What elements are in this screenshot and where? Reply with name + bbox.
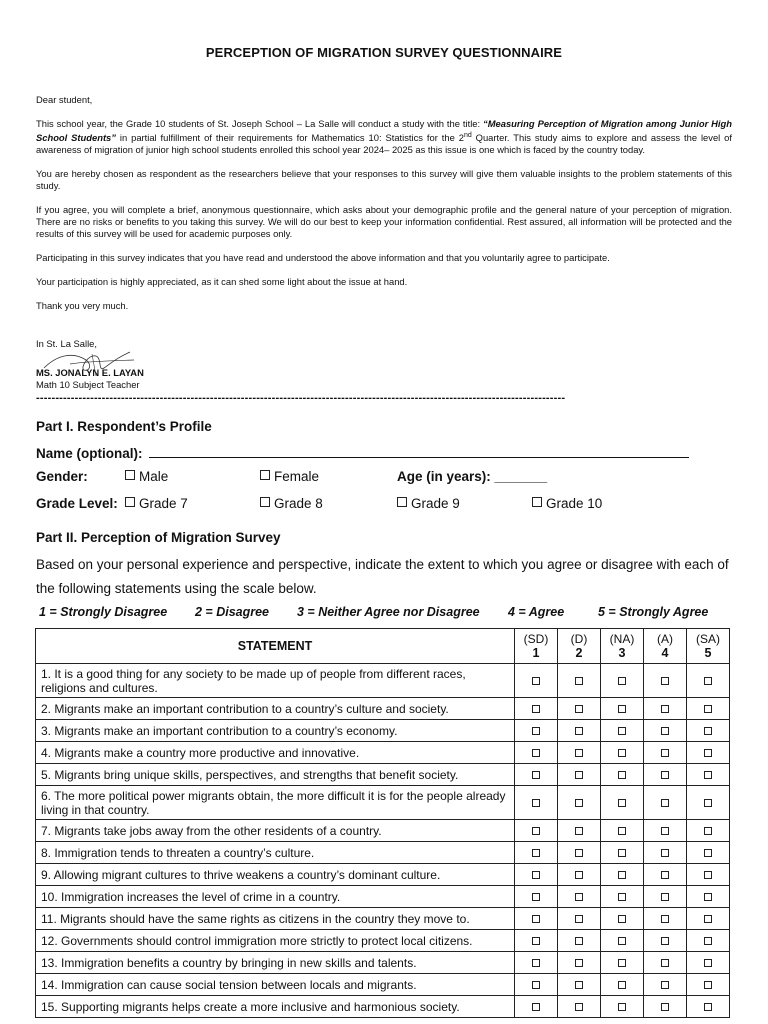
statement-text: 5. Migrants bring unique skills, perspectives, and strengths that benefit society. bbox=[36, 764, 515, 786]
section-divider: ----------------------------------------------------------------------------------------------------------------------------------------- bbox=[36, 392, 566, 404]
checkbox-icon[interactable] bbox=[532, 705, 540, 713]
grade-option-8[interactable]: Grade 8 bbox=[260, 496, 323, 511]
checkbox-icon[interactable] bbox=[704, 749, 712, 757]
checkbox-icon[interactable] bbox=[575, 749, 583, 757]
letter-paragraph-6: Thank you very much. bbox=[36, 300, 129, 312]
rating-cell-4[interactable] bbox=[644, 664, 687, 698]
rating-cell-1[interactable] bbox=[515, 742, 558, 764]
checkbox-icon[interactable] bbox=[575, 849, 583, 857]
rating-cell-4[interactable] bbox=[644, 908, 687, 930]
rating-cell-4[interactable] bbox=[644, 720, 687, 742]
checkbox-icon[interactable] bbox=[661, 827, 669, 835]
grade-option-9[interactable]: Grade 9 bbox=[397, 496, 460, 511]
checkbox-icon[interactable] bbox=[532, 959, 540, 967]
rating-cell-3[interactable] bbox=[601, 764, 644, 786]
letter-paragraph-5: Your participation is highly appreciated, as it can shed some light about the issue at hand. bbox=[36, 276, 408, 288]
checkbox-icon[interactable] bbox=[575, 727, 583, 735]
rating-cell-3[interactable] bbox=[601, 786, 644, 820]
checkbox-icon[interactable] bbox=[575, 799, 583, 807]
checkbox-icon[interactable] bbox=[618, 871, 626, 879]
name-field[interactable] bbox=[36, 443, 689, 461]
letter-closing: In St. La Salle, bbox=[36, 338, 97, 349]
checkbox-icon[interactable] bbox=[661, 771, 669, 779]
study-title: “Measuring Perception of Migration among Junior High School Students” bbox=[36, 118, 732, 144]
rating-cell-4[interactable] bbox=[644, 952, 687, 974]
rating-cell-5[interactable] bbox=[687, 908, 730, 930]
rating-cell-1[interactable] bbox=[515, 664, 558, 698]
rating-cell-2[interactable] bbox=[558, 720, 601, 742]
gender-row bbox=[36, 469, 736, 489]
statement-text: 4. Migrants make a country more productive and innovative. bbox=[36, 742, 515, 764]
statement-text: 2. Migrants make an important contribution to a country’s culture and society. bbox=[36, 698, 515, 720]
rating-cell-4[interactable] bbox=[644, 842, 687, 864]
rating-cell-4[interactable] bbox=[644, 930, 687, 952]
rating-cell-1[interactable] bbox=[515, 698, 558, 720]
checkbox-icon[interactable] bbox=[575, 893, 583, 901]
checkbox-icon[interactable] bbox=[397, 497, 407, 507]
column-header-d: (D) 2 bbox=[558, 629, 601, 664]
grade-option-7[interactable]: Grade 7 bbox=[125, 496, 188, 511]
letter-greeting: Dear student, bbox=[36, 94, 93, 105]
checkbox-icon[interactable] bbox=[575, 981, 583, 989]
statement-text: 6. The more political power migrants obtain, the more difficult it is for the people already living in that country. bbox=[36, 786, 515, 820]
checkbox-icon[interactable] bbox=[260, 497, 270, 507]
scale-2: 2 = Disagree bbox=[195, 605, 270, 619]
rating-cell-5[interactable] bbox=[687, 786, 730, 820]
checkbox-icon[interactable] bbox=[532, 849, 540, 857]
checkbox-icon[interactable] bbox=[532, 1003, 540, 1011]
rating-cell-1[interactable] bbox=[515, 786, 558, 820]
rating-cell-2[interactable] bbox=[558, 786, 601, 820]
checkbox-icon[interactable] bbox=[575, 915, 583, 923]
statement-text: 14. Immigration can cause social tension between locals and migrants. bbox=[36, 974, 515, 996]
checkbox-icon[interactable] bbox=[704, 677, 712, 685]
handwritten-signature bbox=[40, 346, 140, 380]
checkbox-icon[interactable] bbox=[532, 727, 540, 735]
checkbox-icon[interactable] bbox=[575, 771, 583, 779]
checkbox-icon[interactable] bbox=[618, 981, 626, 989]
rating-cell-5[interactable] bbox=[687, 952, 730, 974]
rating-cell-5[interactable] bbox=[687, 820, 730, 842]
checkbox-icon[interactable] bbox=[125, 497, 135, 507]
checkbox-icon[interactable] bbox=[532, 981, 540, 989]
statement-header: STATEMENT bbox=[36, 629, 515, 664]
statement-text: 11. Migrants should have the same rights as citizens in the country they move to. bbox=[36, 908, 515, 930]
rating-cell-5[interactable] bbox=[687, 930, 730, 952]
rating-cell-2[interactable] bbox=[558, 698, 601, 720]
table-row bbox=[36, 886, 730, 908]
checkbox-icon[interactable] bbox=[532, 497, 542, 507]
checkbox-icon[interactable] bbox=[532, 771, 540, 779]
checkbox-icon[interactable] bbox=[532, 937, 540, 945]
rating-cell-3[interactable] bbox=[601, 996, 644, 1018]
table-row bbox=[36, 698, 730, 720]
consent-letter bbox=[36, 94, 732, 324]
statement-text: 13. Immigration benefits a country by bringing in new skills and talents. bbox=[36, 952, 515, 974]
checkbox-icon[interactable] bbox=[704, 727, 712, 735]
rating-cell-5[interactable] bbox=[687, 698, 730, 720]
table-row bbox=[36, 930, 730, 952]
checkbox-icon[interactable] bbox=[704, 771, 712, 779]
checkbox-icon[interactable] bbox=[125, 470, 135, 480]
checkbox-icon[interactable] bbox=[618, 915, 626, 923]
statement-text: 8. Immigration tends to threaten a country’s culture. bbox=[36, 842, 515, 864]
rating-cell-3[interactable] bbox=[601, 720, 644, 742]
checkbox-icon[interactable] bbox=[532, 915, 540, 923]
table-row bbox=[36, 820, 730, 842]
rating-cell-2[interactable] bbox=[558, 930, 601, 952]
rating-cell-4[interactable] bbox=[644, 996, 687, 1018]
table-row bbox=[36, 764, 730, 786]
rating-cell-2[interactable] bbox=[558, 664, 601, 698]
checkbox-icon[interactable] bbox=[532, 871, 540, 879]
rating-cell-4[interactable] bbox=[644, 742, 687, 764]
checkbox-icon[interactable] bbox=[618, 677, 626, 685]
table-row bbox=[36, 864, 730, 886]
rating-cell-2[interactable] bbox=[558, 996, 601, 1018]
rating-cell-5[interactable] bbox=[687, 664, 730, 698]
checkbox-icon[interactable] bbox=[618, 893, 626, 901]
rating-cell-3[interactable] bbox=[601, 908, 644, 930]
checkbox-icon[interactable] bbox=[618, 937, 626, 945]
checkbox-icon[interactable] bbox=[575, 871, 583, 879]
table-row bbox=[36, 842, 730, 864]
rating-cell-5[interactable] bbox=[687, 764, 730, 786]
rating-cell-2[interactable] bbox=[558, 764, 601, 786]
rating-cell-5[interactable] bbox=[687, 886, 730, 908]
statement-text: 12. Governments should control immigration more strictly to protect local citizens. bbox=[36, 930, 515, 952]
checkbox-icon[interactable] bbox=[704, 871, 712, 879]
rating-cell-4[interactable] bbox=[644, 886, 687, 908]
checkbox-icon[interactable] bbox=[618, 799, 626, 807]
scale-1: 1 = Strongly Disagree bbox=[39, 605, 168, 619]
letter-paragraph-1: This school year, the Grade 10 students of St. Joseph School – La Salle will conduct a study with the title: “Measuring Perception of Migration among Junior High School Students” in partial fulfillment of their requirements for Mathematics 10: Statistics for the 2nd Quarter. This study aims to explore and assess the level of awareness of migration of junior high school students enrolled this school year 2024– 2025 as this issue is one which is faced by the country today. bbox=[36, 118, 732, 156]
checkbox-icon[interactable] bbox=[260, 470, 270, 480]
checkbox-icon[interactable] bbox=[661, 705, 669, 713]
checkbox-icon[interactable] bbox=[661, 893, 669, 901]
name-label: Name (optional): bbox=[36, 446, 143, 461]
checkbox-icon[interactable] bbox=[661, 915, 669, 923]
checkbox-icon[interactable] bbox=[532, 827, 540, 835]
rating-cell-4[interactable] bbox=[644, 698, 687, 720]
rating-cell-3[interactable] bbox=[601, 886, 644, 908]
grade-label: Grade Level: bbox=[36, 496, 118, 511]
rating-cell-1[interactable] bbox=[515, 974, 558, 996]
rating-cell-1[interactable] bbox=[515, 842, 558, 864]
rating-cell-1[interactable] bbox=[515, 930, 558, 952]
rating-cell-1[interactable] bbox=[515, 996, 558, 1018]
statement-text: 10. Immigration increases the level of crime in a country. bbox=[36, 886, 515, 908]
letter-paragraph-2: You are hereby chosen as respondent as the researchers believe that your responses to this survey will give them valuable insights to the problem statements of this study. bbox=[36, 168, 732, 192]
checkbox-icon[interactable] bbox=[618, 771, 626, 779]
checkbox-icon[interactable] bbox=[704, 799, 712, 807]
checkbox-icon[interactable] bbox=[704, 705, 712, 713]
rating-cell-3[interactable] bbox=[601, 820, 644, 842]
checkbox-icon[interactable] bbox=[661, 749, 669, 757]
rating-cell-1[interactable] bbox=[515, 908, 558, 930]
checkbox-icon[interactable] bbox=[575, 1003, 583, 1011]
table-row bbox=[36, 786, 730, 820]
checkbox-icon[interactable] bbox=[704, 893, 712, 901]
table-row bbox=[36, 664, 730, 698]
checkbox-icon[interactable] bbox=[618, 849, 626, 857]
checkbox-icon[interactable] bbox=[618, 827, 626, 835]
checkbox-icon[interactable] bbox=[661, 1003, 669, 1011]
part1-title: Part I. Respondent’s Profile bbox=[36, 419, 212, 434]
statement-text: 1. It is a good thing for any society to be made up of people from different races, religions and cultures. bbox=[36, 664, 515, 698]
checkbox-icon[interactable] bbox=[532, 677, 540, 685]
scale-5: 5 = Strongly Agree bbox=[598, 605, 709, 619]
gender-option-female[interactable]: Female bbox=[260, 469, 319, 484]
checkbox-icon[interactable] bbox=[618, 727, 626, 735]
checkbox-icon[interactable] bbox=[704, 959, 712, 967]
checkbox-icon[interactable] bbox=[575, 937, 583, 945]
rating-cell-5[interactable] bbox=[687, 720, 730, 742]
statement-text: 3. Migrants make an important contribution to a country’s economy. bbox=[36, 720, 515, 742]
rating-cell-3[interactable] bbox=[601, 698, 644, 720]
rating-cell-1[interactable] bbox=[515, 886, 558, 908]
checkbox-icon[interactable] bbox=[618, 705, 626, 713]
checkbox-icon[interactable] bbox=[618, 959, 626, 967]
rating-cell-4[interactable] bbox=[644, 820, 687, 842]
column-header-na: (NA) 3 bbox=[601, 629, 644, 664]
checkbox-icon[interactable] bbox=[661, 959, 669, 967]
checkbox-icon[interactable] bbox=[661, 937, 669, 945]
rating-cell-2[interactable] bbox=[558, 842, 601, 864]
rating-cell-5[interactable] bbox=[687, 742, 730, 764]
rating-cell-5[interactable] bbox=[687, 864, 730, 886]
column-header-sd: (SD) 1 bbox=[515, 629, 558, 664]
checkbox-icon[interactable] bbox=[575, 705, 583, 713]
checkbox-icon[interactable] bbox=[532, 893, 540, 901]
checkbox-icon[interactable] bbox=[575, 959, 583, 967]
letter-paragraph-4: Participating in this survey indicates that you have read and understood the above information and that you voluntarily agree to participate. bbox=[36, 252, 610, 264]
gender-option-male[interactable]: Male bbox=[125, 469, 168, 484]
statement-text: 9. Allowing migrant cultures to thrive weakens a country’s dominant culture. bbox=[36, 864, 515, 886]
checkbox-icon[interactable] bbox=[532, 799, 540, 807]
rating-cell-2[interactable] bbox=[558, 742, 601, 764]
table-row bbox=[36, 996, 730, 1018]
rating-cell-1[interactable] bbox=[515, 764, 558, 786]
grade-option-10[interactable]: Grade 10 bbox=[532, 496, 602, 511]
checkbox-icon[interactable] bbox=[661, 727, 669, 735]
table-header-row bbox=[36, 629, 730, 664]
page-title: PERCEPTION OF MIGRATION SURVEY QUESTIONNAIRE bbox=[205, 45, 563, 60]
rating-cell-3[interactable] bbox=[601, 864, 644, 886]
checkbox-icon[interactable] bbox=[618, 749, 626, 757]
statement-text: 15. Supporting migrants helps create a more inclusive and harmonious society. bbox=[36, 996, 515, 1018]
rating-cell-1[interactable] bbox=[515, 952, 558, 974]
part2-title: Part II. Perception of Migration Survey bbox=[36, 530, 281, 545]
rating-cell-2[interactable] bbox=[558, 952, 601, 974]
table-row bbox=[36, 720, 730, 742]
checkbox-icon[interactable] bbox=[661, 849, 669, 857]
rating-cell-3[interactable] bbox=[601, 974, 644, 996]
scale-3: 3 = Neither Agree nor Disagree bbox=[297, 605, 480, 619]
checkbox-icon[interactable] bbox=[704, 915, 712, 923]
name-blank-line[interactable] bbox=[149, 443, 689, 458]
rating-cell-4[interactable] bbox=[644, 764, 687, 786]
rating-cell-1[interactable] bbox=[515, 820, 558, 842]
checkbox-icon[interactable] bbox=[704, 849, 712, 857]
column-header-a: (A) 4 bbox=[644, 629, 687, 664]
checkbox-icon[interactable] bbox=[661, 981, 669, 989]
checkbox-icon[interactable] bbox=[532, 749, 540, 757]
rating-cell-2[interactable] bbox=[558, 820, 601, 842]
rating-cell-3[interactable] bbox=[601, 742, 644, 764]
rating-cell-3[interactable] bbox=[601, 664, 644, 698]
signer-role: Math 10 Subject Teacher bbox=[36, 379, 140, 390]
checkbox-icon[interactable] bbox=[618, 1003, 626, 1011]
table-row bbox=[36, 908, 730, 930]
rating-cell-1[interactable] bbox=[515, 720, 558, 742]
survey-table bbox=[35, 628, 730, 1018]
rating-cell-5[interactable] bbox=[687, 842, 730, 864]
grade-row bbox=[36, 496, 736, 516]
rating-cell-3[interactable] bbox=[601, 842, 644, 864]
rating-cell-3[interactable] bbox=[601, 930, 644, 952]
checkbox-icon[interactable] bbox=[704, 827, 712, 835]
rating-cell-4[interactable] bbox=[644, 974, 687, 996]
checkbox-icon[interactable] bbox=[661, 677, 669, 685]
checkbox-icon[interactable] bbox=[704, 981, 712, 989]
checkbox-icon[interactable] bbox=[575, 827, 583, 835]
rating-cell-5[interactable] bbox=[687, 974, 730, 996]
gender-label: Gender: bbox=[36, 469, 88, 484]
table-row bbox=[36, 974, 730, 996]
rating-cell-2[interactable] bbox=[558, 886, 601, 908]
column-header-sa: (SA) 5 bbox=[687, 629, 730, 664]
checkbox-icon[interactable] bbox=[661, 871, 669, 879]
table-row bbox=[36, 952, 730, 974]
checkbox-icon[interactable] bbox=[575, 677, 583, 685]
rating-cell-1[interactable] bbox=[515, 864, 558, 886]
checkbox-icon[interactable] bbox=[704, 1003, 712, 1011]
checkbox-icon[interactable] bbox=[661, 799, 669, 807]
letter-paragraph-3: If you agree, you will complete a brief, anonymous questionnaire, which asks about your demographic profile and the general nature of your perception of migration. There are no risks or benefits to you taking this survey. We will do our best to keep your information confidential. Rest assured, all information will be protected and the results of this survey will be used for academic purposes only. bbox=[36, 204, 732, 240]
signer-name: MS. JONALYN E. LAYAN bbox=[36, 367, 144, 378]
rating-cell-2[interactable] bbox=[558, 908, 601, 930]
checkbox-icon[interactable] bbox=[704, 937, 712, 945]
survey-instructions: Based on your personal experience and perspective, indicate the extent to which you agree or disagree with each of the following statements using the scale below. bbox=[36, 557, 729, 596]
rating-cell-4[interactable] bbox=[644, 864, 687, 886]
age-field[interactable]: Age (in years): _______ bbox=[397, 469, 548, 484]
rating-cell-3[interactable] bbox=[601, 952, 644, 974]
rating-cell-4[interactable] bbox=[644, 786, 687, 820]
table-row bbox=[36, 742, 730, 764]
rating-cell-2[interactable] bbox=[558, 974, 601, 996]
scale-4: 4 = Agree bbox=[508, 605, 565, 619]
rating-cell-5[interactable] bbox=[687, 996, 730, 1018]
statement-text: 7. Migrants take jobs away from the other residents of a country. bbox=[36, 820, 515, 842]
rating-cell-2[interactable] bbox=[558, 864, 601, 886]
